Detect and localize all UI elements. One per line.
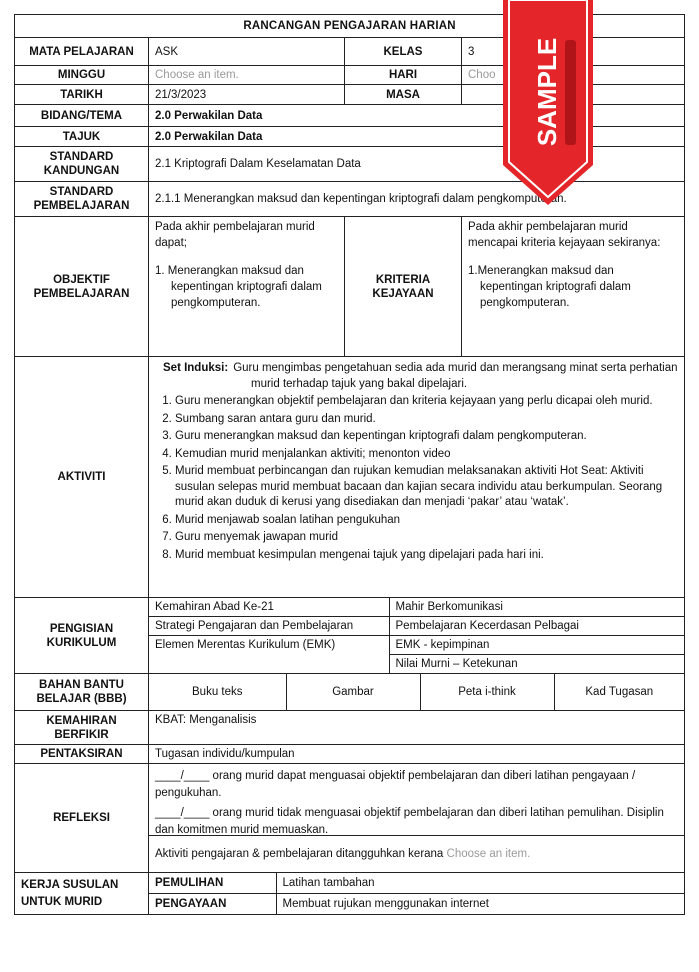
field-standard-kandungan[interactable]: 2.1 Kriptografi Dalam Keselamatan Data — [149, 147, 685, 182]
aktiviti-step: 8. Murid membuat kesimpulan mengenai tajuk yang dipelajari pada hari ini. — [175, 548, 678, 564]
field-objektif[interactable] — [149, 217, 345, 357]
pengisian-r1c1[interactable]: Kemahiran Abad Ke-21 — [149, 598, 389, 617]
pengisian-nilai[interactable]: Nilai Murni – Ketekunan — [395, 658, 518, 670]
aktiviti-step: 4. Kemudian murid menjalankan aktiviti; menonton video — [175, 447, 678, 463]
label-kriteria: KRITERIA KEJAYAAN — [345, 217, 462, 357]
field-refleksi — [149, 764, 685, 873]
set-induksi-text: Guru mengimbas pengetahuan sedia ada murid dan merangsang minat serta perhatian murid terhadap tajuk yang bakal dipelajari. — [233, 362, 678, 390]
aktiviti-step: 5. Murid membuat perbincangan dan rujukan kemudian melaksanakan aktiviti Hot Seat: Aktiviti susulan selepas murid membuat bacaan dan kajian secara individu atau berkumpulan. Seorang murid akan duduk di kerusi yang disediakan dan menjadi ‘pakar’ atau ‘watak’. — [175, 464, 678, 511]
sample-ribbon — [503, 0, 593, 210]
bbb-item[interactable]: Kad Tugasan — [554, 674, 684, 710]
set-induksi-label: Set Induksi: — [163, 362, 229, 374]
dropdown-minggu[interactable]: Choose an item. — [149, 66, 345, 85]
refleksi-p3: Aktiviti pengajaran & pembelajaran ditangguhkan kerana — [155, 848, 444, 860]
pengisian-r1c2[interactable]: Mahir Berkomunikasi — [389, 598, 684, 617]
susulan-table — [149, 873, 684, 914]
field-bidang-tema[interactable]: 2.0 Perwakilan Data — [149, 105, 685, 127]
aktiviti-steps — [155, 394, 678, 563]
pengisian-r3c2 — [389, 636, 684, 674]
set-induksi — [155, 361, 678, 392]
bbb-item[interactable]: Peta i-think — [420, 674, 554, 710]
kriteria-intro: Pada akhir pembelajaran murid mencapai kriteria kejayaan sekiranya: — [468, 221, 661, 249]
field-pengayaan[interactable]: Membuat rujukan menggunakan internet — [276, 893, 684, 914]
label-bidang-tema: BIDANG/TEMA — [15, 105, 149, 127]
objektif-item: 1. Menerangkan maksud dan kepentingan kriptografi dalam pengkomputeran. — [155, 265, 322, 309]
aktiviti-step: 2. Sumbang saran antara guru dan murid. — [175, 412, 678, 428]
label-kerja-susulan: KERJA SUSULAN UNTUK MURID — [15, 873, 149, 915]
pengisian-r2c2[interactable]: Pembelajaran Kecerdasan Pelbagai — [389, 617, 684, 636]
field-kerja-susulan — [149, 873, 685, 915]
label-standard-kandungan: STANDARD KANDUNGAN — [15, 147, 149, 182]
kriteria-item: 1.Menerangkan maksud dan kepentingan kriptografi dalam pengkomputeran. — [468, 265, 631, 309]
field-pentaksiran[interactable]: Tugasan individu/kumpulan — [149, 745, 685, 764]
objektif-intro: Pada akhir pembelajaran murid dapat; — [155, 221, 315, 249]
label-kelas: KELAS — [345, 38, 462, 66]
label-minggu: MINGGU — [15, 66, 149, 85]
label-pentaksiran: PENTAKSIRAN — [15, 745, 149, 764]
field-tarikh[interactable]: 21/3/2023 — [149, 85, 345, 105]
pengisian-table — [149, 598, 684, 673]
bbb-item[interactable]: Gambar — [286, 674, 420, 710]
field-kemahiran[interactable]: KBAT: Menganalisis — [149, 711, 685, 745]
label-hari: HARI — [345, 66, 462, 85]
field-pemulihan[interactable]: Latihan tambahan — [276, 873, 684, 893]
field-bbb — [149, 674, 685, 711]
field-pengisian — [149, 598, 685, 674]
pengisian-r2c1[interactable]: Strategi Pengajaran dan Pembelajaran — [149, 617, 389, 636]
label-masa: MASA — [345, 85, 462, 105]
label-standard-pembelajaran: STANDARD PEMBELAJARAN — [15, 182, 149, 217]
label-tajuk: TAJUK — [15, 127, 149, 147]
label-pemulihan: PEMULIHAN — [149, 873, 276, 893]
field-mata-pelajaran[interactable]: ASK — [149, 38, 345, 66]
field-aktiviti[interactable] — [149, 357, 685, 598]
ribbon-tag — [565, 40, 576, 145]
label-pengayaan: PENGAYAAN — [149, 893, 276, 914]
dropdown-hari[interactable]: Choo — [462, 66, 685, 85]
aktiviti-step: 3. Guru menerangkan maksud dan kepentingan kriptografi dalam pengkomputeran. — [175, 429, 678, 445]
field-standard-pembelajaran[interactable]: 2.1.1 Menerangkan maksud dan kepentingan kriptografi dalam pengkomputeran. — [149, 182, 685, 217]
dropdown-sebab[interactable]: Choose an item. — [446, 848, 531, 860]
pengisian-emk[interactable]: EMK - kepimpinan — [390, 636, 685, 655]
document-title: RANCANGAN PENGAJARAN HARIAN — [15, 15, 685, 38]
refleksi-p1: ____/____ orang murid dapat menguasai objektif pembelajaran dan diberi latihan pengayaan / pengukuhan. — [155, 770, 636, 799]
label-pengisian: PENGISIAN KURIKULUM — [15, 598, 149, 674]
label-mata-pelajaran: MATA PELAJARAN — [15, 38, 149, 66]
label-objektif: OBJEKTIF PEMBELAJARAN — [15, 217, 149, 357]
field-tajuk[interactable]: 2.0 Perwakilan Data — [149, 127, 685, 147]
label-aktiviti: AKTIVITI — [15, 357, 149, 598]
sample-stamp-text: SAMPLE — [532, 37, 562, 147]
aktiviti-step: 6. Murid menjawab soalan latihan pengukuhan — [175, 513, 678, 529]
refleksi-ditangguhkan — [149, 836, 684, 872]
label-tarikh: TARIKH — [15, 85, 149, 105]
bbb-table — [149, 674, 684, 710]
field-kriteria[interactable] — [462, 217, 685, 357]
aktiviti-step: 7. Guru menyemak jawapan murid — [175, 530, 678, 546]
refleksi-p2: ____/____ orang murid tidak menguasai objektif pembelajaran dan diberi latihan pemulihan. Disiplin dan komitmen murid memuaskan. — [155, 807, 664, 836]
label-bbb: BAHAN BANTU BELAJAR (BBB) — [15, 674, 149, 711]
aktiviti-step: 1. Guru menerangkan objektif pembelajaran dan kriteria kejayaan yang perlu dicapai oleh murid. — [175, 394, 678, 410]
bbb-item[interactable]: Buku teks — [149, 674, 286, 710]
field-kelas[interactable]: 3 — [462, 38, 685, 66]
refleksi-body[interactable] — [149, 764, 684, 836]
pengisian-r3c1[interactable]: Elemen Merentas Kurikulum (EMK) — [149, 636, 389, 674]
label-kemahiran: KEMAHIRAN BERFIKIR — [15, 711, 149, 745]
label-refleksi: REFLEKSI — [15, 764, 149, 873]
